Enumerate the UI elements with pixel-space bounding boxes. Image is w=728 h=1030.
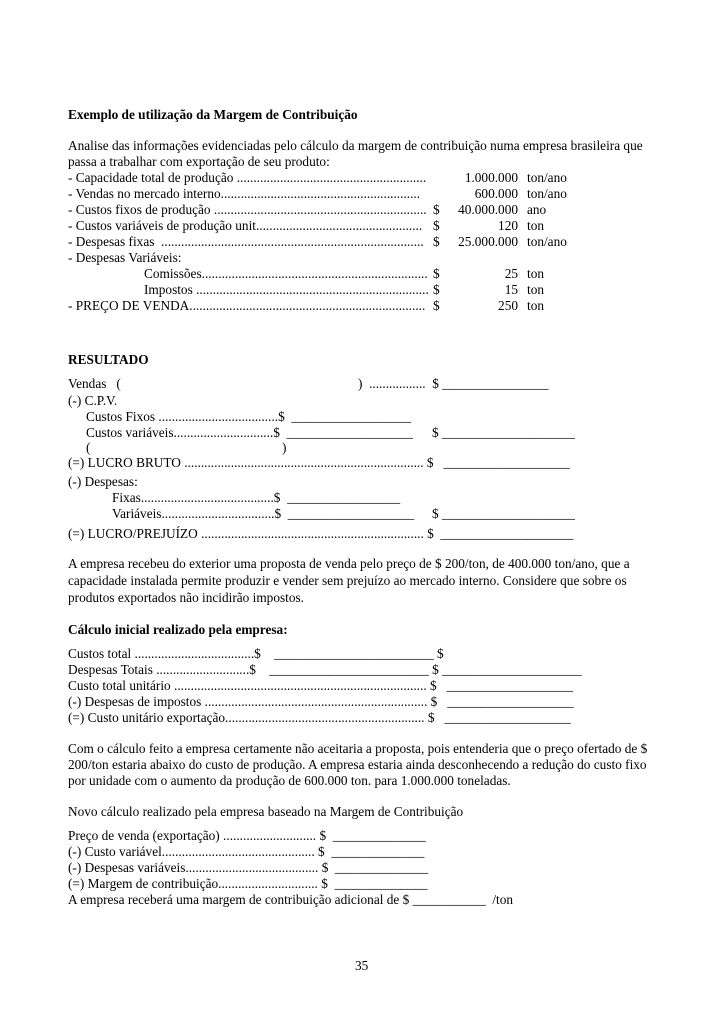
novo-final-line: A empresa receberá uma margem de contribuição adicional de $ ___________ /ton	[68, 892, 514, 907]
data-value: 250	[498, 298, 518, 313]
data-label: - Custos variáveis de produção unit..................................................	[68, 218, 423, 233]
data-label: - Custos fixos de produção ................................................................	[68, 202, 427, 217]
calc-despesas-totais: Despesas Totais ............................$ ________________________ $ _____________________	[68, 662, 582, 677]
data-label: - Vendas no mercado interno............................................................	[68, 186, 421, 201]
calc-custos-total: Custos total ....................................$ ________________________ $	[68, 646, 444, 661]
data-currency: $	[433, 218, 440, 233]
calc-custo-total-unitario: Custo total unitário ............................................................................ $ ___________________	[68, 678, 573, 693]
data-label: Comissões....................................................................	[144, 266, 428, 281]
proposal-line-1: A empresa recebeu do exterior uma proposta de venda pelo preço de $ 200/ton, de 400.000 ton/ano, que a	[68, 556, 630, 571]
resultado-despesas: (-) Despesas:	[68, 474, 138, 489]
resultado-vendas: Vendas (	[68, 376, 121, 391]
resultado-fixas: Fixas........................................$ _________________	[112, 490, 401, 505]
resultado-paren-open: (	[86, 440, 91, 455]
data-unit: ton	[527, 298, 544, 313]
page-number: 35	[355, 958, 369, 973]
resultado-vendas-total: ) ................. $ ________________	[358, 376, 549, 391]
data-unit: ano	[527, 202, 547, 217]
data-value: 40.000.000	[458, 202, 518, 217]
data-currency: $	[433, 234, 440, 249]
data-label: - PREÇO DE VENDA.......................................................................	[68, 298, 426, 313]
data-currency: $	[433, 282, 440, 297]
intro-line-2: passa a trabalhar com exportação de seu produto:	[68, 154, 330, 169]
calc-heading: Cálculo inicial realizado pela empresa:	[68, 622, 288, 637]
data-label: Impostos ......................................................................	[144, 282, 429, 297]
novo-heading: Novo cálculo realizado pela empresa baseado na Margem de Contribuição	[68, 804, 464, 819]
data-currency: $	[433, 202, 440, 217]
resultado-paren-close: )	[282, 440, 287, 455]
resultado-custos-variaveis: Custos variáveis..............................$ ___________________	[86, 425, 413, 440]
resultado-cpv-total: $ ____________________	[432, 425, 575, 440]
data-unit: ton	[527, 282, 544, 297]
data-unit: ton/ano	[527, 234, 567, 249]
document-title: Exemplo de utilização da Margem de Contribuição	[68, 107, 358, 122]
resultado-variaveis: Variáveis..................................$ ___________________	[112, 506, 415, 521]
data-currency: $	[433, 266, 440, 281]
novo-custo-variavel: (-) Custo variável.............................................. $ ______________	[68, 844, 425, 859]
conclusion-line-1: Com o cálculo feito a empresa certamente não aceitaria a proposta, pois entenderia que o preço ofertado de $	[68, 741, 648, 756]
novo-despesas-variaveis: (-) Despesas variáveis........................................ $ ______________	[68, 860, 429, 875]
resultado-despesas-total: $ ____________________	[432, 506, 575, 521]
data-value: 1.000.000	[464, 170, 518, 185]
resultado-cpv: (-) C.P.V.	[68, 393, 118, 408]
novo-margem-contribuicao: (=) Margem de contribuição.............................. $ ______________	[68, 876, 428, 891]
data-unit: ton/ano	[527, 186, 567, 201]
data-value: 15	[504, 282, 518, 297]
calc-despesas-impostos: (-) Despesas de impostos ................................................................... $ ___________________	[68, 694, 574, 709]
data-unit: ton	[527, 218, 544, 233]
resultado-custos-fixos: Custos Fixos ....................................$ __________________	[86, 409, 412, 424]
novo-preco-venda: Preço de venda (exportação) ............................ $ ______________	[68, 828, 426, 843]
data-value: 120	[498, 218, 518, 233]
data-currency: $	[433, 298, 440, 313]
resultado-heading: RESULTADO	[68, 352, 149, 367]
data-unit: ton	[527, 266, 544, 281]
data-label: - Despesas fixas ...............................................................................	[68, 234, 424, 249]
resultado-lucro-prejuizo: (=) LUCRO/PREJUÍZO ................................................................... $ ____________________	[68, 526, 574, 541]
calc-custo-unitario-exportacao: (=) Custo unitário exportação............................................................ $ ___________________	[68, 710, 571, 725]
conclusion-line-3: por unidade com o aumento da produção de 600.000 ton. para 1.000.000 toneladas.	[68, 773, 511, 788]
conclusion-line-2: 200/ton estaria abaixo do custo de produção. A empresa estaria ainda desconhecendo a redução do custo fixo	[68, 757, 647, 772]
resultado-lucro-bruto: (=) LUCRO BRUTO ........................................................................ $ ___________________	[68, 455, 570, 470]
data-value: 600.000	[474, 186, 518, 201]
intro-line-1: Analise das informações evidenciadas pelo cálculo da margem de contribuição numa empresa brasileira que	[68, 138, 643, 153]
data-label: - Capacidade total de produção .........................................................	[68, 170, 427, 185]
proposal-line-3: produtos exportados não incidirão impostos.	[68, 590, 304, 605]
data-value: 25.000.000	[458, 234, 518, 249]
data-unit: ton/ano	[527, 170, 567, 185]
proposal-line-2: capacidade instalada permite produzir e vender sem prejuízo ao mercado interno. Considere que sobre os	[68, 573, 627, 588]
data-value: 25	[504, 266, 518, 281]
despesas-variaveis-label: - Despesas Variáveis:	[68, 250, 182, 265]
